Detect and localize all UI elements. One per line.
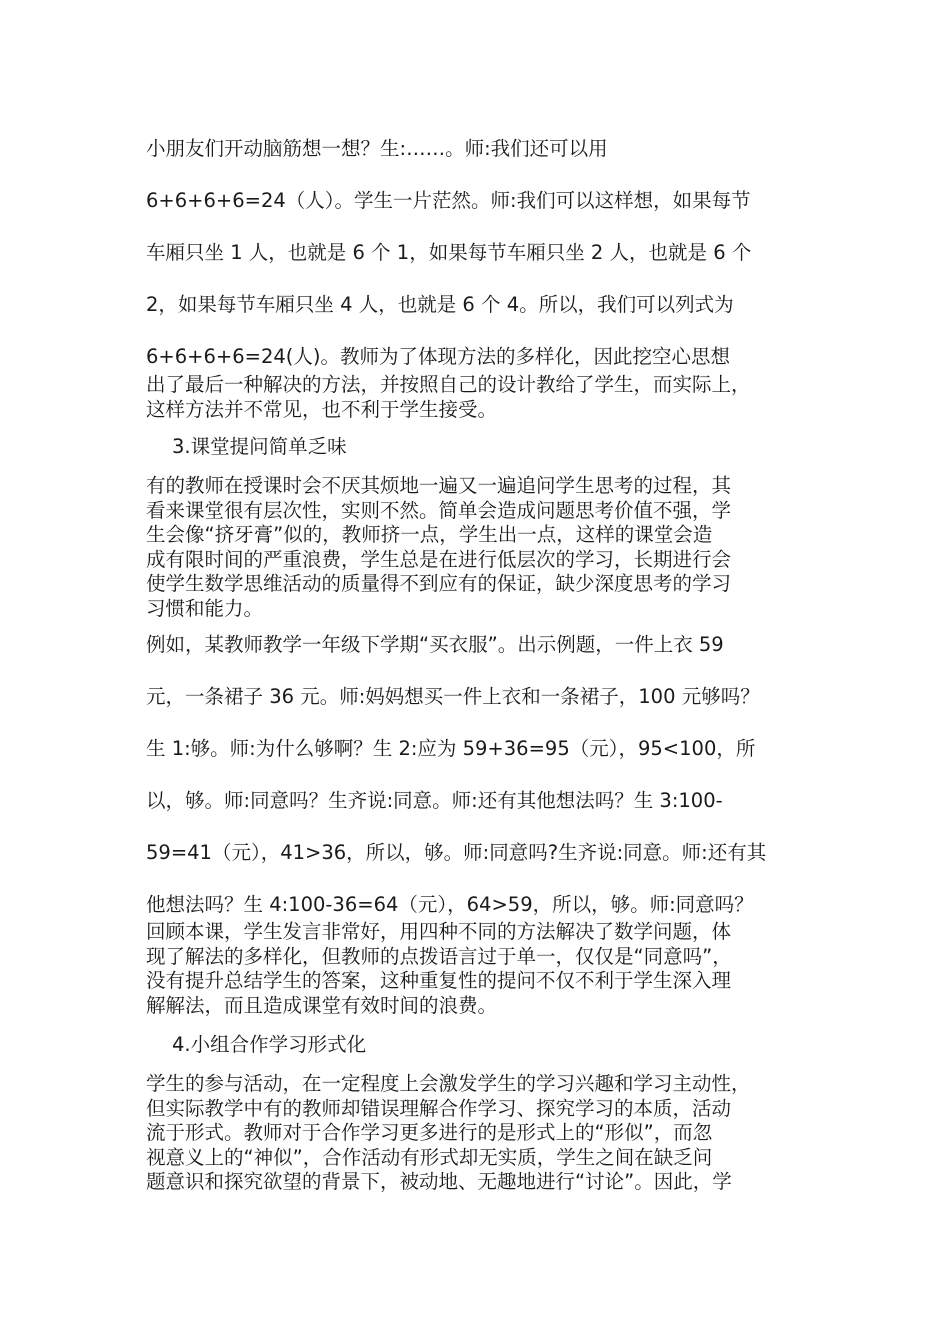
text-line: 元，一条裙子 36 元。师:妈妈想买一件上衣和一条裙子，100 元够吗？ (146, 685, 760, 708)
paragraph-group-work (146, 1072, 836, 1195)
paragraph-train-example (146, 138, 846, 398)
paragraph-questioning (146, 474, 836, 621)
text-line: 6+6+6+6=24（人）。学生一片茫然。师:我们可以这样想，如果每节 (146, 189, 751, 212)
text-line: 他想法吗？生 4:100-36=64（元），64>59，所以，够。师:同意吗？ (146, 893, 754, 916)
section-heading-4: 4.小组合作学习形式化 (172, 1033, 367, 1056)
text-line: 没有提升总结学生的答案，这种重复性的提问不仅不利于学生深入理 (146, 969, 732, 992)
text-line: 生会像“挤牙膏”似的，教师挤一点，学生出一点，这样的课堂会造 (146, 523, 713, 546)
text-line: 使学生数学思维活动的质量得不到应有的保证，缺少深度思考的学习 (146, 572, 732, 595)
text-line: 2，如果每节车厢只坐 4 人，也就是 6 个 4。所以，我们可以列式为 (146, 293, 734, 316)
text-line: 生 1:够。师:为什么够啊？生 2:应为 59+36=95（元），95<100，所 (146, 737, 756, 760)
text-line: 59=41（元），41>36，所以，够。师:同意吗?生齐说:同意。师:还有其 (146, 841, 767, 864)
text-line: 成有限时间的严重浪费，学生总是在进行低层次的学习，长期进行会 (146, 547, 732, 571)
text-line: 小朋友们开动脑筋想一想？生:……。师:我们还可以用 (146, 137, 608, 160)
text-line: 回顾本课，学生发言非常好，用四种不同的方法解决了数学问题，体 (146, 920, 732, 943)
text-line: 以，够。师:同意吗？生齐说:同意。师:还有其他想法吗？生 3:100- (146, 789, 723, 812)
text-line: 但实际教学中有的教师却错误理解合作学习、探究学习的本质，活动 (146, 1096, 732, 1120)
text-line: 这样方法并不常见，也不利于学生接受。 (146, 397, 498, 421)
text-line: 6+6+6+6=24(人)。教师为了体现方法的多样化，因此挖空心思想 (146, 345, 731, 368)
text-line: 习惯和能力。 (146, 596, 264, 620)
text-line: 流于形式。教师对于合作学习更多进行的是形式上的“形似”，而忽 (146, 1121, 713, 1144)
text-line: 视意义上的“神似”，合作活动有形式却无实质，学生之间在缺乏问 (146, 1145, 713, 1169)
text-line: 有的教师在授课时会不厌其烦地一遍又一遍追问学生思考的过程，其 (146, 474, 732, 497)
text-line: 出了最后一种解决的方法，并按照自己的设计教给了学生，而实际上， (146, 373, 751, 396)
section-heading-3: 3.课堂提问简单乏味 (172, 435, 347, 458)
text-line: 车厢只坐 1 人，也就是 6 个 1，如果每节车厢只坐 2 人，也就是 6 个 (146, 241, 752, 264)
text-line: 学生的参与活动，在一定程度上会激发学生的学习兴趣和学习主动性， (146, 1072, 751, 1095)
text-line: 解解法，而且造成课堂有效时间的浪费。 (146, 993, 498, 1017)
text-line: 现了解法的多样化，但教师的点拨语言过于单一，仅仅是“同意吗”， (146, 944, 732, 968)
text-line: 题意识和探究欲望的背景下，被动地、无趣地进行“讨论”。因此，学 (146, 1170, 732, 1193)
paragraph-method-note (146, 373, 836, 422)
text-line: 看来课堂很有层次性，实则不然。简单会造成问题思考价值不强，学 (146, 498, 732, 522)
text-line: 例如，某教师教学一年级下学期“买衣服”。出示例题，一件上衣 59 (146, 633, 724, 656)
paragraph-clothes-example (146, 634, 846, 946)
paragraph-review (146, 920, 836, 1018)
